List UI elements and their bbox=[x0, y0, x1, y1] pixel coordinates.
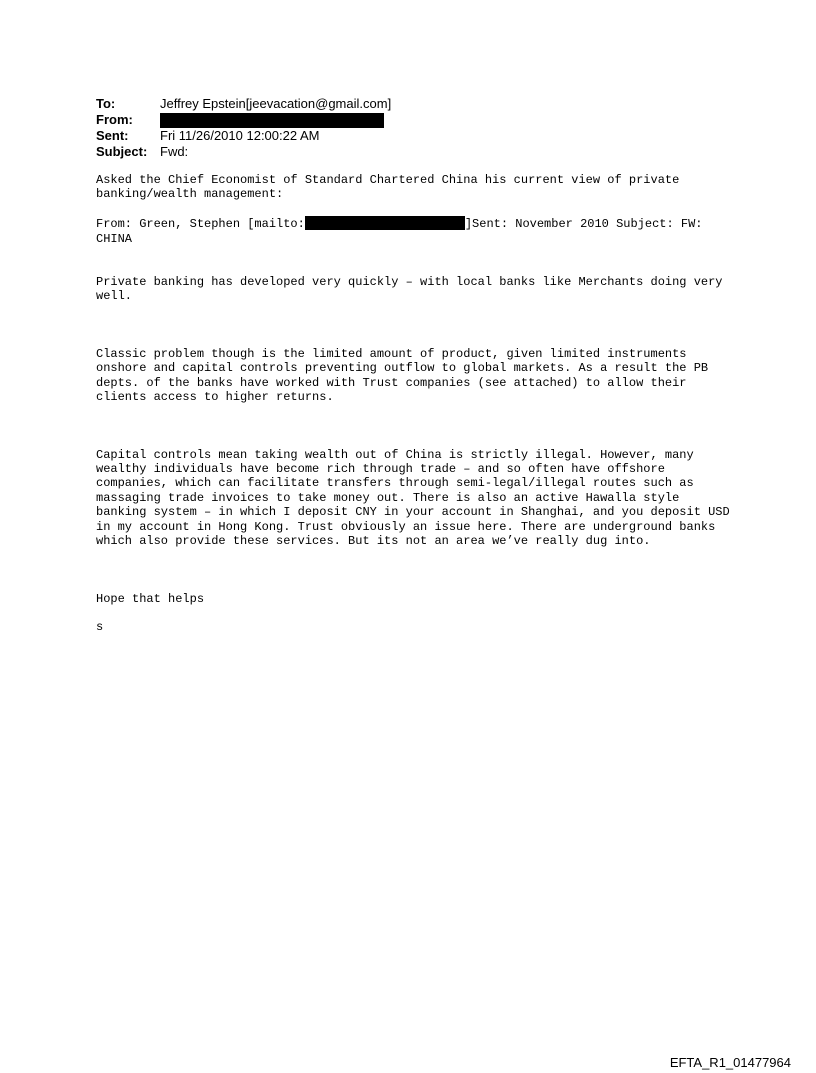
spacer bbox=[96, 404, 736, 447]
forward-from-prefix: From: Green, Stephen [mailto: bbox=[96, 217, 305, 232]
sent-row bbox=[96, 128, 391, 144]
subject-label: Subject: bbox=[96, 144, 148, 159]
sent-label: Sent: bbox=[96, 128, 129, 143]
spacer bbox=[96, 304, 736, 347]
forwarded-header bbox=[96, 216, 736, 246]
spacer bbox=[96, 548, 736, 591]
to-label: To: bbox=[96, 96, 116, 111]
redaction-bar bbox=[160, 113, 384, 128]
email-header bbox=[96, 96, 391, 160]
subject-value: Fwd: bbox=[160, 144, 189, 159]
sent-value: Fri 11/26/2010 12:00:22 AM bbox=[160, 128, 320, 143]
email-body bbox=[96, 173, 736, 635]
from-label: From: bbox=[96, 112, 133, 127]
to-row bbox=[96, 96, 391, 112]
to-value: Jeffrey Epstein[jeevacation@gmail.com] bbox=[160, 96, 392, 111]
subject-row bbox=[96, 144, 391, 160]
body-paragraph-1: Private banking has developed very quickly – with local banks like Merchants doing very well. bbox=[96, 274, 730, 304]
forward-from-suffix: ]Sent: November 2010 Subject: FW: CHINA bbox=[96, 217, 710, 246]
document-id: EFTA_R1_01477964 bbox=[669, 1055, 791, 1070]
spacer bbox=[96, 606, 736, 620]
closing-line: Hope that helps bbox=[96, 591, 205, 606]
spacer bbox=[96, 202, 736, 216]
body-paragraph-3: Capital controls mean taking wealth out of China is strictly illegal. However, many wealthy individuals have become rich through trade – and so often have offshore companies, which can facilitate transfers through semi-legal/illegal routes such as massaging trade invoices to take money out. There is also an active Hawalla style banking system – in which I deposit CNY in your account in Shanghai, and you deposit USD in my account in Hong Kong. Trust obviously an issue here. There are underground banks which also provide these services. But its not an area we’ve really dug into. bbox=[96, 447, 737, 549]
body-paragraph-2: Classic problem though is the limited amount of product, given limited instruments onshore and capital controls preventing outflow to global markets. As a result the PB depts. of the banks have worked with Trust companies (see attached) to allow their clients access to higher returns. bbox=[96, 346, 716, 405]
spacer bbox=[96, 246, 736, 275]
redaction-bar bbox=[305, 216, 465, 230]
signature: s bbox=[96, 620, 104, 635]
intro-paragraph: Asked the Chief Economist of Standard Chartered China his current view of private banking/wealth management: bbox=[96, 173, 687, 202]
from-row bbox=[96, 112, 391, 128]
